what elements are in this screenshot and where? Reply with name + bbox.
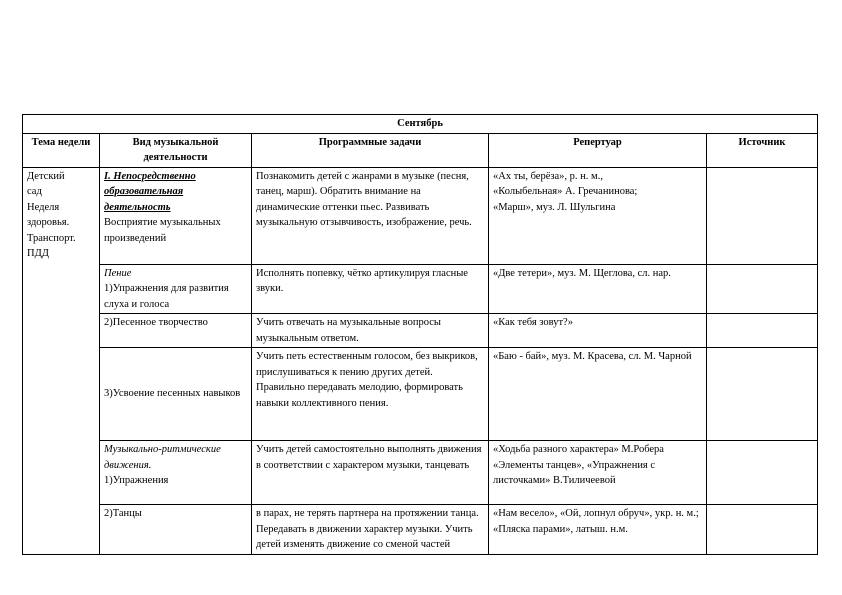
topic-line: Детский [27, 170, 65, 182]
header-source: Источник [707, 133, 818, 167]
source-cell [707, 314, 818, 348]
activity-cell [100, 264, 252, 314]
repertoire-line: «Ходьба разного характера» М.Робера [493, 444, 664, 455]
repertoire-cell [489, 167, 707, 264]
header-topic: Тема недели [23, 133, 100, 167]
activity-heading: Пение [104, 267, 132, 279]
source-cell [707, 505, 818, 555]
activity-cell: 3)Усвоение песенных навыков [100, 348, 252, 441]
source-cell [707, 348, 818, 441]
tasks-cell: Учить отвечать на музыкальные вопросы музыкальным ответом. [252, 314, 489, 348]
header-activity: Вид музыкальной деятельности [100, 133, 252, 167]
activity-cell: 2)Танцы [100, 505, 252, 555]
activity-cell [100, 167, 252, 264]
repertoire-cell: «Нам весело», «Ой, лопнул обруч», укр. н. м.; «Пляска парами», латыш. н.м. [489, 505, 707, 555]
tasks-line: Правильно передавать мелодию, формировать навыки коллективного пения. [256, 382, 463, 409]
repertoire-cell [489, 441, 707, 505]
repertoire-cell: «Две тетери», муз. М. Щеглова, сл. нар. [489, 264, 707, 314]
repertoire-line: «Марш», муз. Л. Шульгина [493, 201, 616, 213]
tasks-cell: Познакомить детей с жанрами в музыке (песня, танец, марш). Обратить внимание на динамические оттенки пьес. Развивать музыкальную отзывчивость, изображение, речь. [252, 167, 489, 264]
repertoire-line: «Колыбельная» А. Гречанинова; [493, 186, 638, 197]
activity-text: 1)Упражнения [104, 475, 169, 486]
topic-line: здоровья. [27, 217, 70, 228]
table-row [23, 441, 818, 505]
source-cell [707, 264, 818, 314]
activity-heading: Музыкально-ритмические движения. [104, 444, 221, 471]
topic-cell [23, 167, 100, 554]
topic-line: Транспорт. [27, 232, 76, 244]
activity-text: Восприятие музыкальных произведений [104, 217, 221, 244]
repertoire-line: «Ах ты, берёза», р. н. м., [493, 170, 603, 182]
table-row [23, 314, 818, 348]
tasks-line: Учить петь естественным голосом, без выкриков, прислушиваться к пению других детей. [256, 351, 478, 378]
table-row [23, 348, 818, 441]
header-row [23, 133, 818, 167]
source-cell [707, 167, 818, 264]
table-row [23, 505, 818, 555]
table-row [23, 264, 818, 314]
topic-line: сад [27, 186, 42, 197]
month-row [23, 115, 818, 134]
repertoire-line: «Элементы танцев», «Упражнения с листочками» В.Тиличеевой [493, 459, 656, 486]
header-repertoire: Репертуар [489, 133, 707, 167]
tasks-cell: в парах, не терять партнера на протяжении танца. Передавать в движении характер музыки. Учить детей изменять движение со сменой частей [252, 505, 489, 555]
table-row [23, 167, 818, 264]
repertoire-cell: «Как тебя зовут?» [489, 314, 707, 348]
tasks-cell: Исполнять попевку, чётко артикулируя гласные звуки. [252, 264, 489, 314]
header-tasks: Программные задачи [252, 133, 489, 167]
repertoire-cell: «Баю - бай», муз. М. Красева, сл. М. Чарной [489, 348, 707, 441]
tasks-cell: Учить детей самостоятельно выполнять движения в соответствии с характером музыки, танцевать [252, 441, 489, 505]
topic-line: ПДД [27, 248, 49, 259]
activity-text: 1)Упражнения для развития слуха и голоса [104, 283, 229, 310]
activity-cell [100, 441, 252, 505]
september-plan-table [22, 114, 818, 555]
topic-line: Неделя [27, 201, 60, 213]
source-cell [707, 441, 818, 505]
activity-cell: 2)Песенное творчество [100, 314, 252, 348]
activity-heading: I. Непосредственно образовательная деятельность [104, 170, 196, 213]
tasks-cell [252, 348, 489, 441]
month-title: Сентябрь [23, 115, 818, 134]
